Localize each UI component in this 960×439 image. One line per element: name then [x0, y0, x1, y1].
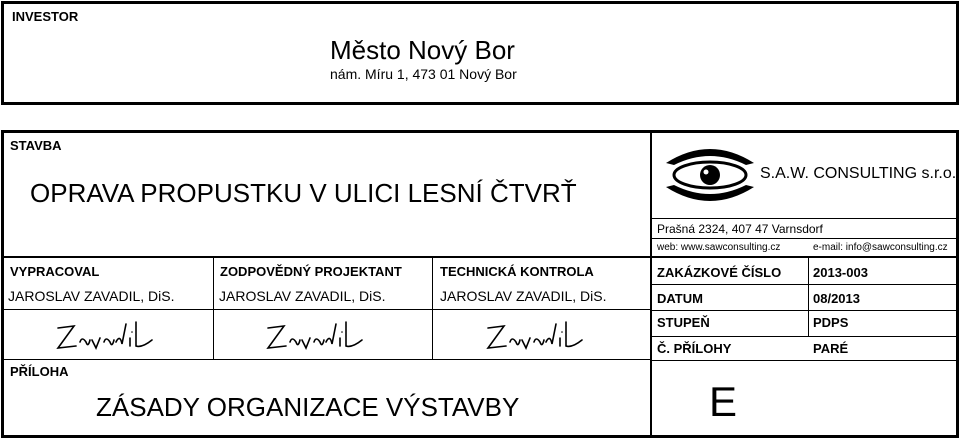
pare-value: PARÉ: [813, 341, 849, 356]
info-row-line-2: [651, 310, 959, 311]
priloha-top-line: [1, 359, 651, 360]
stupen-value: PDPS: [813, 315, 849, 330]
kontrola-name: JAROSLAV ZAVADIL, DiS.: [440, 288, 607, 304]
eye-logo-icon: [662, 143, 758, 207]
investor-name: Město Nový Bor: [330, 35, 515, 65]
datum-label: DATUM: [657, 291, 703, 306]
zodpovedny-label: ZODPOVĚDNÝ PROJEKTANT: [220, 264, 402, 279]
zodpovedny-name: JAROSLAV ZAVADIL, DiS.: [219, 288, 386, 304]
zakazka-label: ZAKÁZKOVÉ ČÍSLO: [657, 265, 782, 280]
company-name: S.A.W. CONSULTING s.r.o.: [760, 165, 957, 182]
signature-vypracoval: [52, 318, 162, 358]
company-web: web: www.sawconsulting.cz: [657, 242, 781, 253]
priloha-cislo-label: Č. PŘÍLOHY: [657, 341, 732, 356]
stavba-label: STAVBA: [10, 138, 62, 153]
signature-kontrola: [482, 318, 592, 358]
datum-value: 08/2013: [813, 291, 860, 306]
investor-label: INVESTOR: [12, 9, 79, 24]
priloha-letter: E: [709, 378, 738, 425]
company-email: e-mail: info@sawconsulting.cz: [813, 242, 948, 253]
stupen-label: STUPEŇ: [657, 315, 710, 330]
info-row-line-3: [651, 336, 959, 337]
stavba-title: OPRAVA PROPUSTKU V ULICI LESNÍ ČTVRŤ: [30, 178, 577, 208]
info-row-line-4: [651, 360, 959, 361]
zakazka-value: 2013-003: [813, 265, 868, 280]
info-divider-vertical: [808, 257, 809, 337]
company-address: Prašná 2324, 407 47 Varnsdorf: [657, 222, 823, 236]
company-divider-1: [651, 218, 959, 219]
priloha-title: ZÁSADY ORGANIZACE VÝSTAVBY: [96, 392, 520, 422]
roles-top-line: [1, 256, 959, 258]
signature-zodpovedny: [262, 318, 372, 358]
roles-divider-1: [213, 257, 214, 359]
company-divider-2: [651, 238, 959, 239]
investor-address: nám. Míru 1, 473 01 Nový Bor: [330, 66, 517, 82]
roles-divider-2: [432, 257, 433, 359]
names-bottom-line: [1, 309, 651, 310]
kontrola-label: TECHNICKÁ KONTROLA: [440, 264, 594, 279]
info-row-line-1: [651, 284, 959, 285]
priloha-label: PŘÍLOHA: [10, 364, 69, 379]
vypracoval-label: VYPRACOVAL: [10, 264, 100, 279]
vypracoval-name: JAROSLAV ZAVADIL, DiS.: [8, 288, 175, 304]
